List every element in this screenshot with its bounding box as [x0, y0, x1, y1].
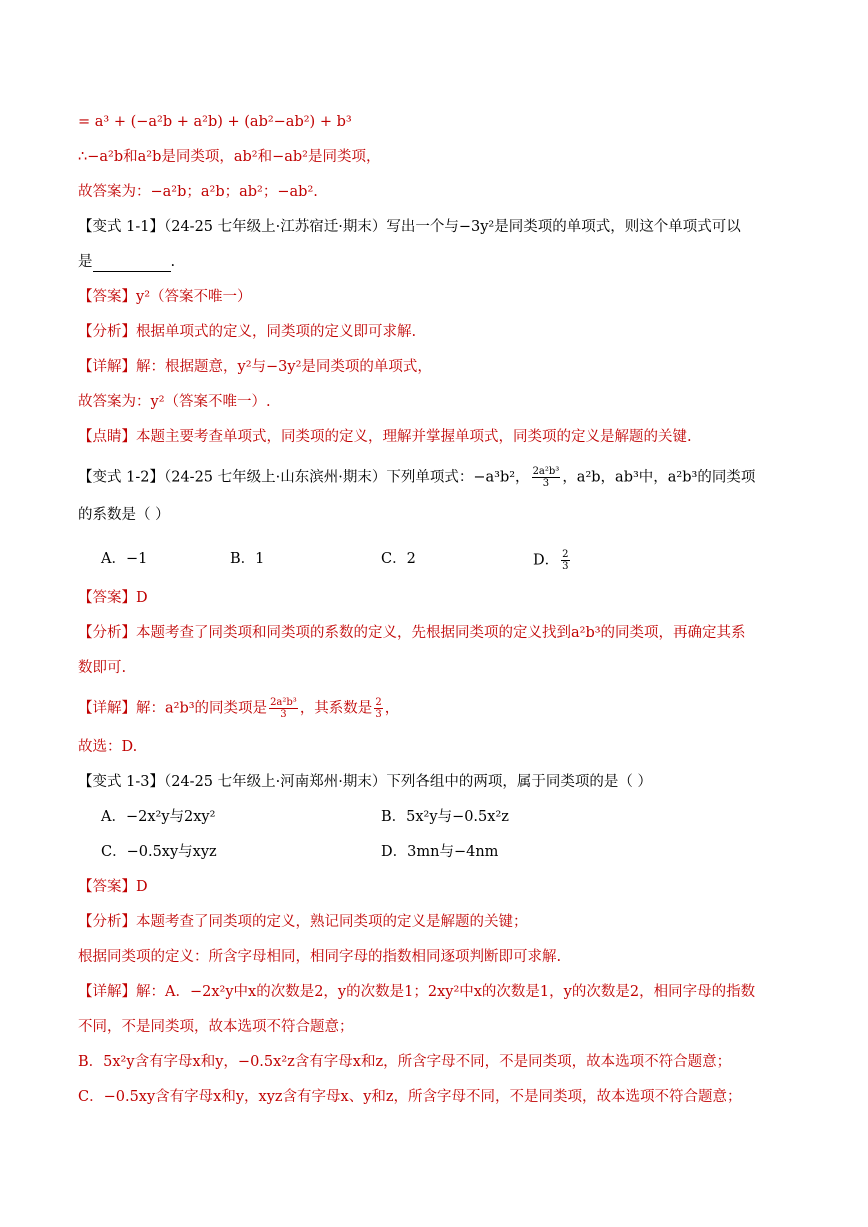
detail-1-3-line-3: B．5x²y含有字母x和y，−0.5x²z含有字母x和z，所含字母不同，不是同类项，故本选项不符合题意；: [78, 1054, 732, 1070]
analysis-text: 本题考查了同类项的定义，熟记同类项的定义是解题的关键；: [136, 914, 528, 930]
note-1-1: [78, 427, 692, 447]
answer-1-3: [78, 877, 148, 897]
detail-1-2: [78, 697, 399, 720]
answer-text: y²（答案不唯一）: [136, 289, 252, 305]
analysis-1-2: [78, 623, 746, 643]
question-text: 是同类项的单项式，则这个单项式可以: [494, 219, 741, 235]
fraction: [532, 466, 561, 489]
detail-1-2-end: 故选：D.: [78, 739, 138, 755]
detail-tag: 【详解】: [78, 984, 136, 1000]
answer-1-1: [78, 287, 252, 307]
question-source: （24-25 七年级上·河南郑州·期末）: [163, 774, 387, 790]
analysis-1-2-cont: 数即可.: [78, 660, 127, 676]
question-text: 下列单项式：−a³b²，: [386, 469, 530, 486]
analysis-text: 根据单项式的定义，同类项的定义即可求解.: [136, 324, 417, 340]
fraction-numerator: 2a²b³: [532, 466, 560, 477]
answer-text: D: [136, 590, 148, 606]
fraction-numerator: 2: [562, 549, 569, 560]
analysis-1-1: [78, 322, 416, 342]
answer-blank: [93, 257, 171, 272]
analysis-1-3: [78, 912, 528, 932]
option-d: D．3mn与−4nm: [381, 844, 499, 860]
detail-text: ，其系数是: [299, 700, 373, 717]
answer-tag: 【答案】: [78, 590, 136, 606]
question-1-2: [78, 466, 755, 489]
answer-tag: 【答案】: [78, 289, 136, 305]
analysis-tag: 【分析】: [78, 914, 136, 930]
question-text: 是: [78, 254, 93, 270]
question-source: （24-25 七年级上·山东滨州·期末）: [163, 469, 387, 486]
option-b: B．1: [230, 551, 265, 567]
answer-tag: 【答案】: [78, 879, 136, 895]
question-tag: 【变式 1-1】: [78, 219, 164, 235]
note-text: 本题主要考查单项式，同类项的定义，理解并掌握单项式，同类项的定义是解题的关键.: [136, 429, 692, 445]
detail-tag: 【详解】: [78, 359, 136, 375]
question-text: .: [170, 254, 176, 270]
fraction: [269, 697, 298, 720]
answer-1-2: [78, 588, 148, 608]
math-expr: −3y²: [458, 219, 495, 235]
option-label: D．: [533, 552, 560, 569]
detail-1-3-line-4: C．−0.5xy含有字母x和y，xyz含有字母x、y和z，所含字母不同，不是同类项，故本选项不符合题意；: [78, 1089, 742, 1105]
fraction: [374, 697, 382, 720]
fraction-numerator: 2: [375, 697, 382, 708]
answer-text: D: [136, 879, 148, 895]
option-c: C．2: [381, 551, 416, 567]
option-a: A．−2x²y与2xy²: [101, 809, 216, 825]
question-source: （24-25 七年级上·江苏宿迁·期末）: [163, 219, 387, 235]
option-b: B．5x²y与−0.5x²z: [381, 809, 509, 825]
question-tag: 【变式 1-3】: [78, 774, 164, 790]
detail-text: 解：A．−2x²y中x的次数是2，y的次数是1；2xy²中x的次数是1，y的次数是2，相同字母的指数: [136, 984, 756, 1000]
detail-tag: 【详解】: [78, 700, 136, 717]
analysis-tag: 【分析】: [78, 625, 136, 641]
question-1-2-cont: 的系数是（ ）: [78, 507, 170, 523]
fraction-numerator: 2a²b³: [270, 697, 297, 708]
question-text: 下列各组中的两项，属于同类项的是（ ）: [386, 774, 652, 790]
solution-line-2: ∴−a²b和a²b是同类项，ab²和−ab²是同类项，: [78, 149, 381, 165]
question-1-1: [78, 217, 741, 237]
analysis-text: 本题考查了同类项和同类项的系数的定义，先根据同类项的定义找到a²b³的同类项，再确定其系: [136, 625, 746, 641]
detail-1-1: [78, 357, 432, 377]
solution-line-3: 故答案为：−a²b；a²b；ab²；−ab².: [78, 184, 318, 200]
detail-text: 解：a²b³的同类项是: [136, 700, 268, 717]
detail-text: 解：根据题意，y²与−3y²是同类项的单项式，: [136, 359, 432, 375]
analysis-tag: 【分析】: [78, 324, 136, 340]
fraction-denominator: 3: [280, 709, 287, 720]
detail-1-1-end: 故答案为：y²（答案不唯一）.: [78, 394, 271, 410]
analysis-1-3-cont: 根据同类项的定义：所含字母相同，相同字母的指数相同逐项判断即可求解.: [78, 949, 562, 965]
question-1-3: [78, 772, 652, 792]
option-c: C．−0.5xy与xyz: [101, 844, 217, 860]
option-d: [533, 549, 572, 572]
detail-1-3: [78, 982, 755, 1002]
fraction-denominator: 3: [375, 709, 382, 720]
question-text: 写出一个与: [386, 219, 459, 235]
fraction: [561, 549, 569, 572]
note-tag: 【点睛】: [78, 429, 136, 445]
question-1-1-cont: [78, 252, 175, 272]
detail-1-3-line-2: 不同，不是同类项，故本选项不符合题意；: [78, 1019, 354, 1035]
question-tag: 【变式 1-2】: [78, 469, 164, 486]
question-text: ，a²b，ab³中，a²b³的同类项: [562, 469, 756, 486]
detail-text: ，: [384, 700, 400, 717]
solution-line-1: = a³ + (−a²b + a²b) + (ab²−ab²) + b³: [78, 114, 352, 130]
fraction-denominator: 3: [562, 561, 569, 572]
option-a: A．−1: [101, 551, 148, 567]
fraction-denominator: 3: [542, 478, 550, 489]
